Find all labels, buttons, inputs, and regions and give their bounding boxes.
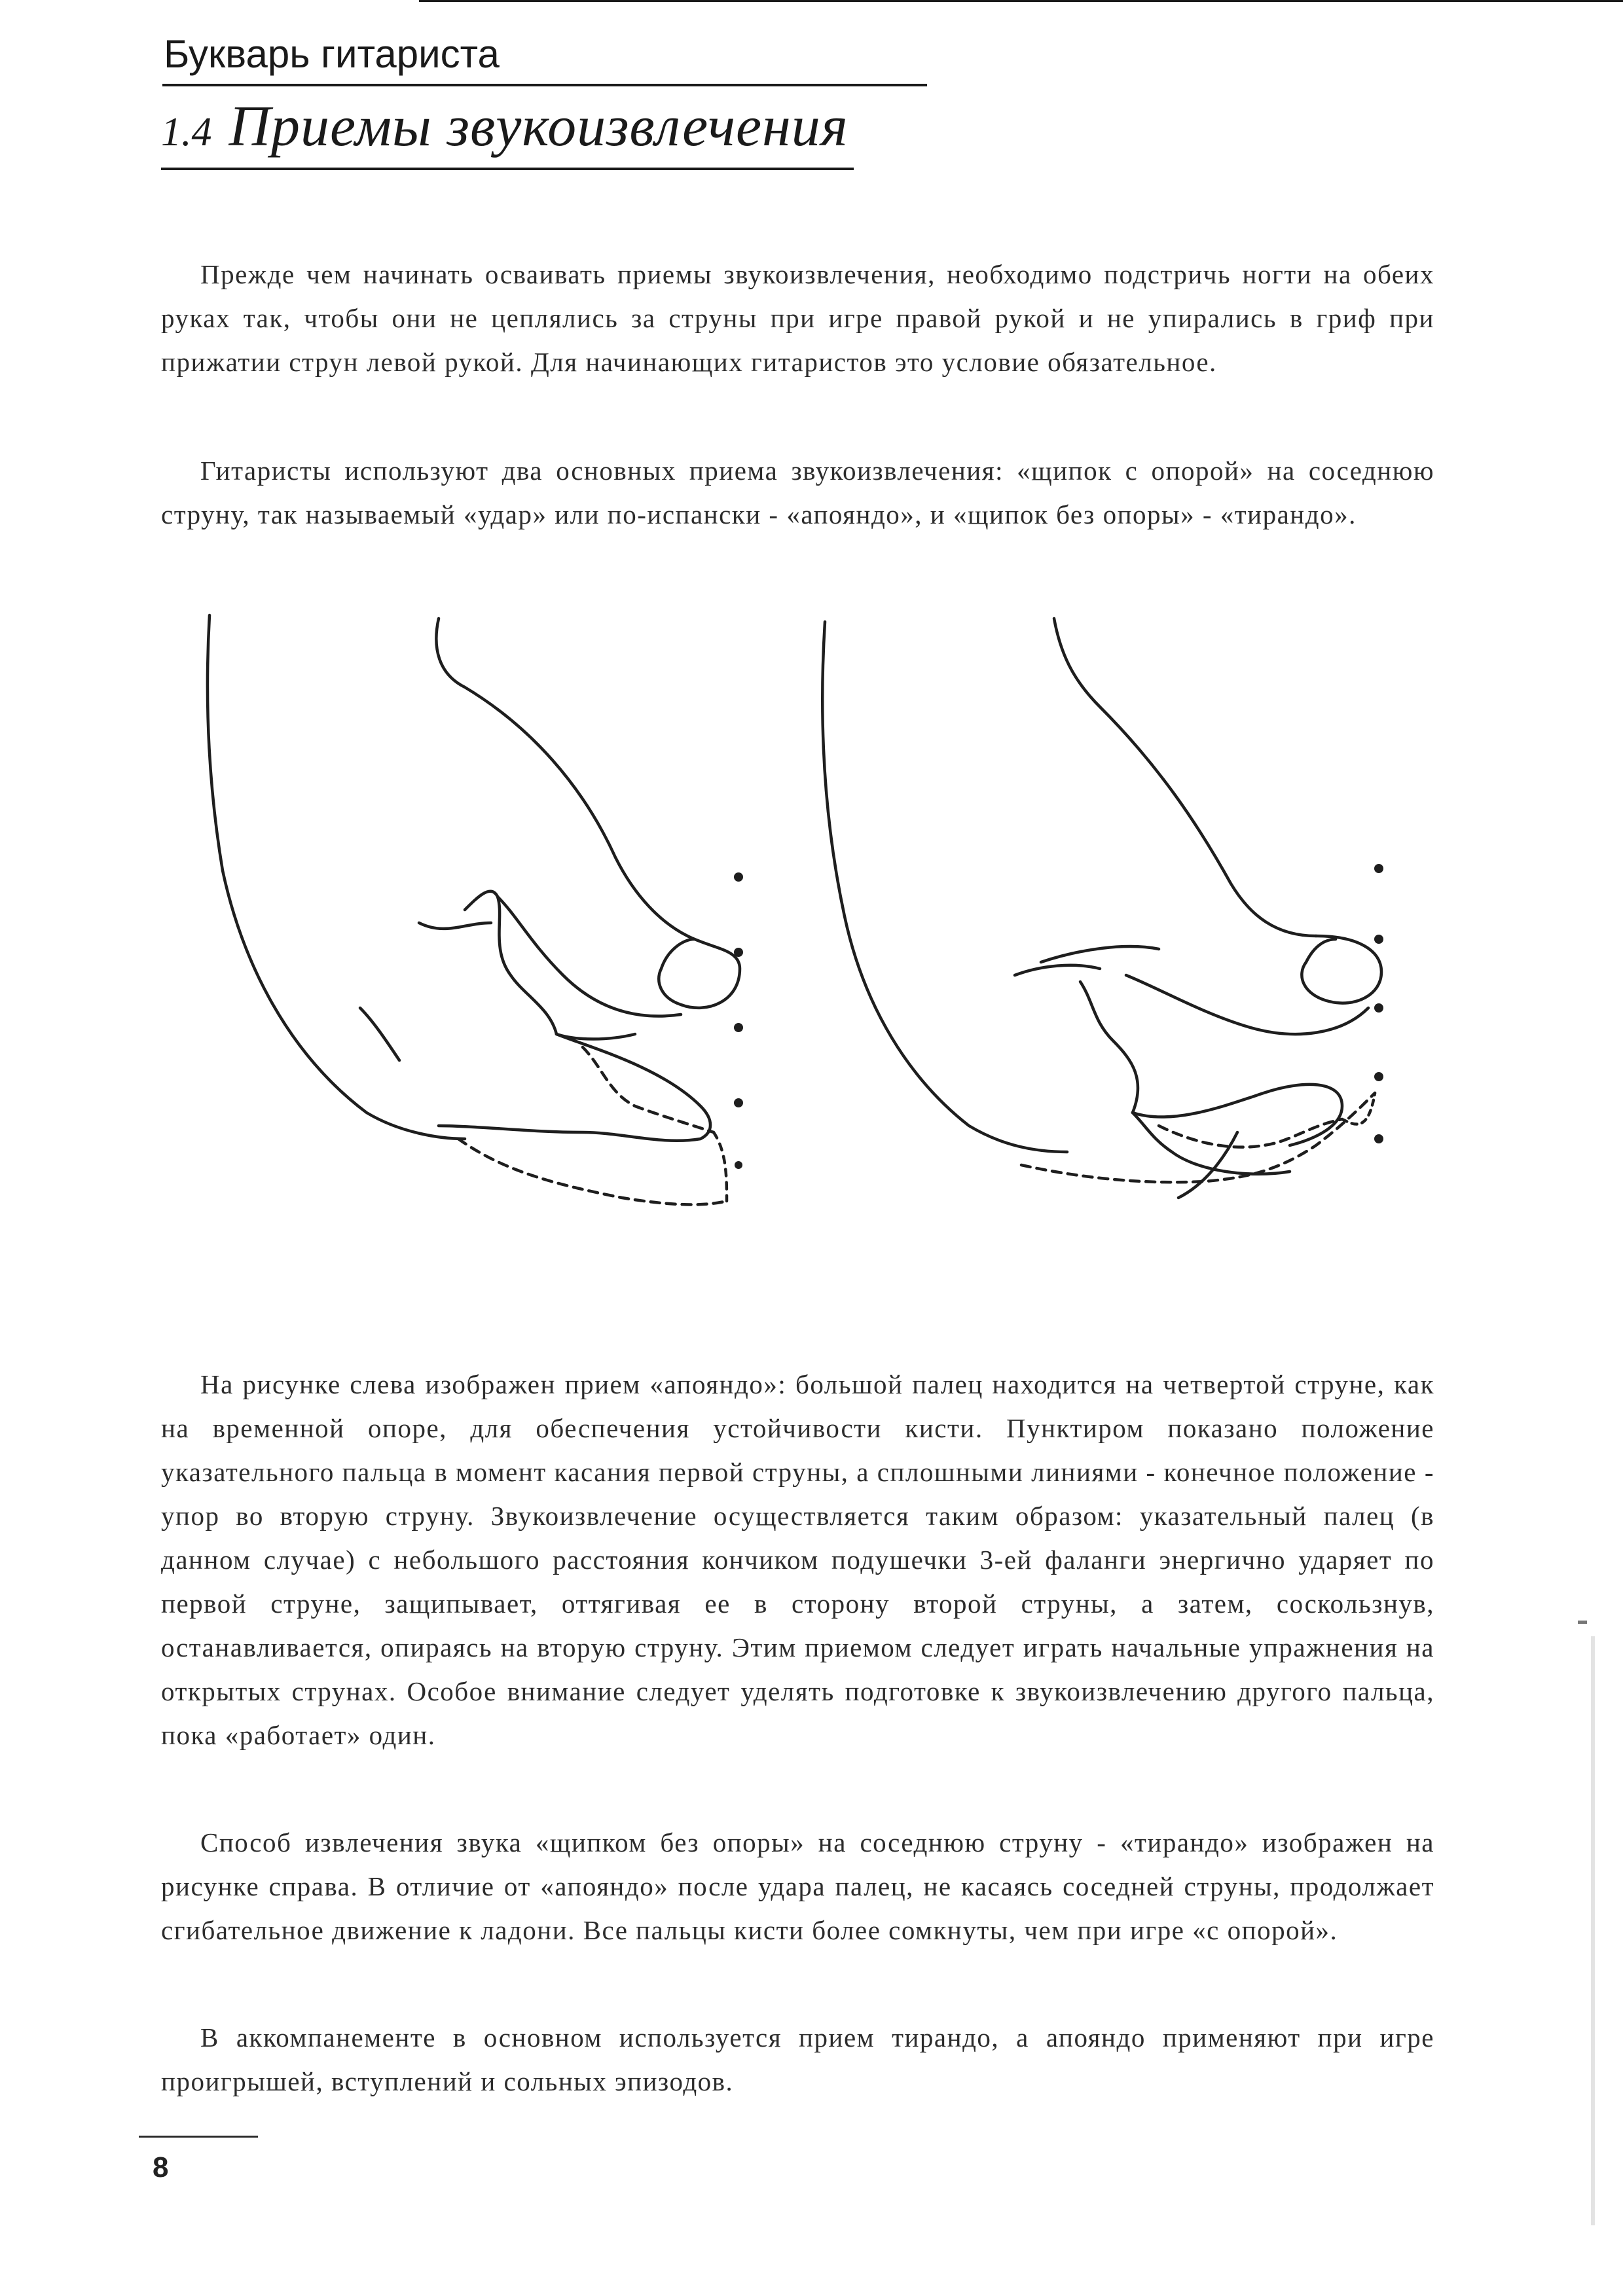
hand-technique-illustration [164, 609, 1440, 1335]
tirando-hand-drawing [822, 619, 1383, 1198]
scan-edge-mark [1578, 1621, 1587, 1624]
paragraph-accompaniment: В аккомпанементе в основном используется прием тирандо, а апояндо применяют при игре проигрышей, вступлений и сольных эпизодов. [161, 2022, 1434, 2096]
footer-rule [139, 2136, 258, 2138]
apoyando-hand-drawing [208, 615, 743, 1204]
paragraph-nail-preparation: Прежде чем начинать осваивать приемы звукоизвлечения, необходимо подстричь ногти на обеих руках так, чтобы они не цеплялись за струны при игре правой рукой и не упирались в гриф при прижатии струн левой рукой. Для начинающих гитаристов это условие обязательное. [161, 259, 1434, 377]
top-rule [419, 0, 1623, 2]
paragraph-two-techniques: Гитаристы используют два основных приема звукоизвлечения: «щипок с опорой» на соседнюю струну, так называемый «удар» или по-испански - «апояндо», и «щипок без опоры» - «тирандо». [161, 456, 1434, 529]
title-rule [161, 168, 854, 170]
running-header: Букварь гитариста [164, 32, 500, 76]
paragraph-tirando: Способ извлечения звука «щипком без опоры» на соседнюю струну - «тирандо» изображен на рисунке справа. В отличие от «апояндо» после удара палец, не касаясь соседней струны, продолжает сгибательное движение к ладони. Все пальцы кисти более сомкнуты, чем при игре «с опорой». [161, 1827, 1434, 1945]
chapter-number: 1.4 [161, 110, 212, 154]
page-number: 8 [153, 2151, 169, 2183]
paragraph-apoyando: На рисунке слева изображен прием «апояндо»: большой палец находится на четвертой струне, как на временной опоре, для обеспечения устойчивости кисти. Пунктиром показано положение указательного пальца в момент касания первой струны, а сплошными линиями - конечное положение - упор во вторую струну. Звукоизвлечение осуществляется таким образом: указательный палец (в данном случае) с небольшого расстояния кончиком подушечки 3-ей фаланги энергично ударяет по первой струне, защипывает, оттягивая ее в сторону второй струны, а затем, соскользнув, останавливается, опираясь на вторую струну. Этим приемом следует играть начальные упражнения на открытых струнах. Особое внимание следует уделять подготовке к звукоизвлечению другого пальца, пока «работает» один. [161, 1369, 1434, 1750]
scan-edge-mark [1591, 1636, 1595, 2225]
header-rule [162, 84, 927, 86]
chapter-title-text: Приемы звукоизвлечения [228, 95, 848, 158]
chapter-title [161, 95, 848, 158]
